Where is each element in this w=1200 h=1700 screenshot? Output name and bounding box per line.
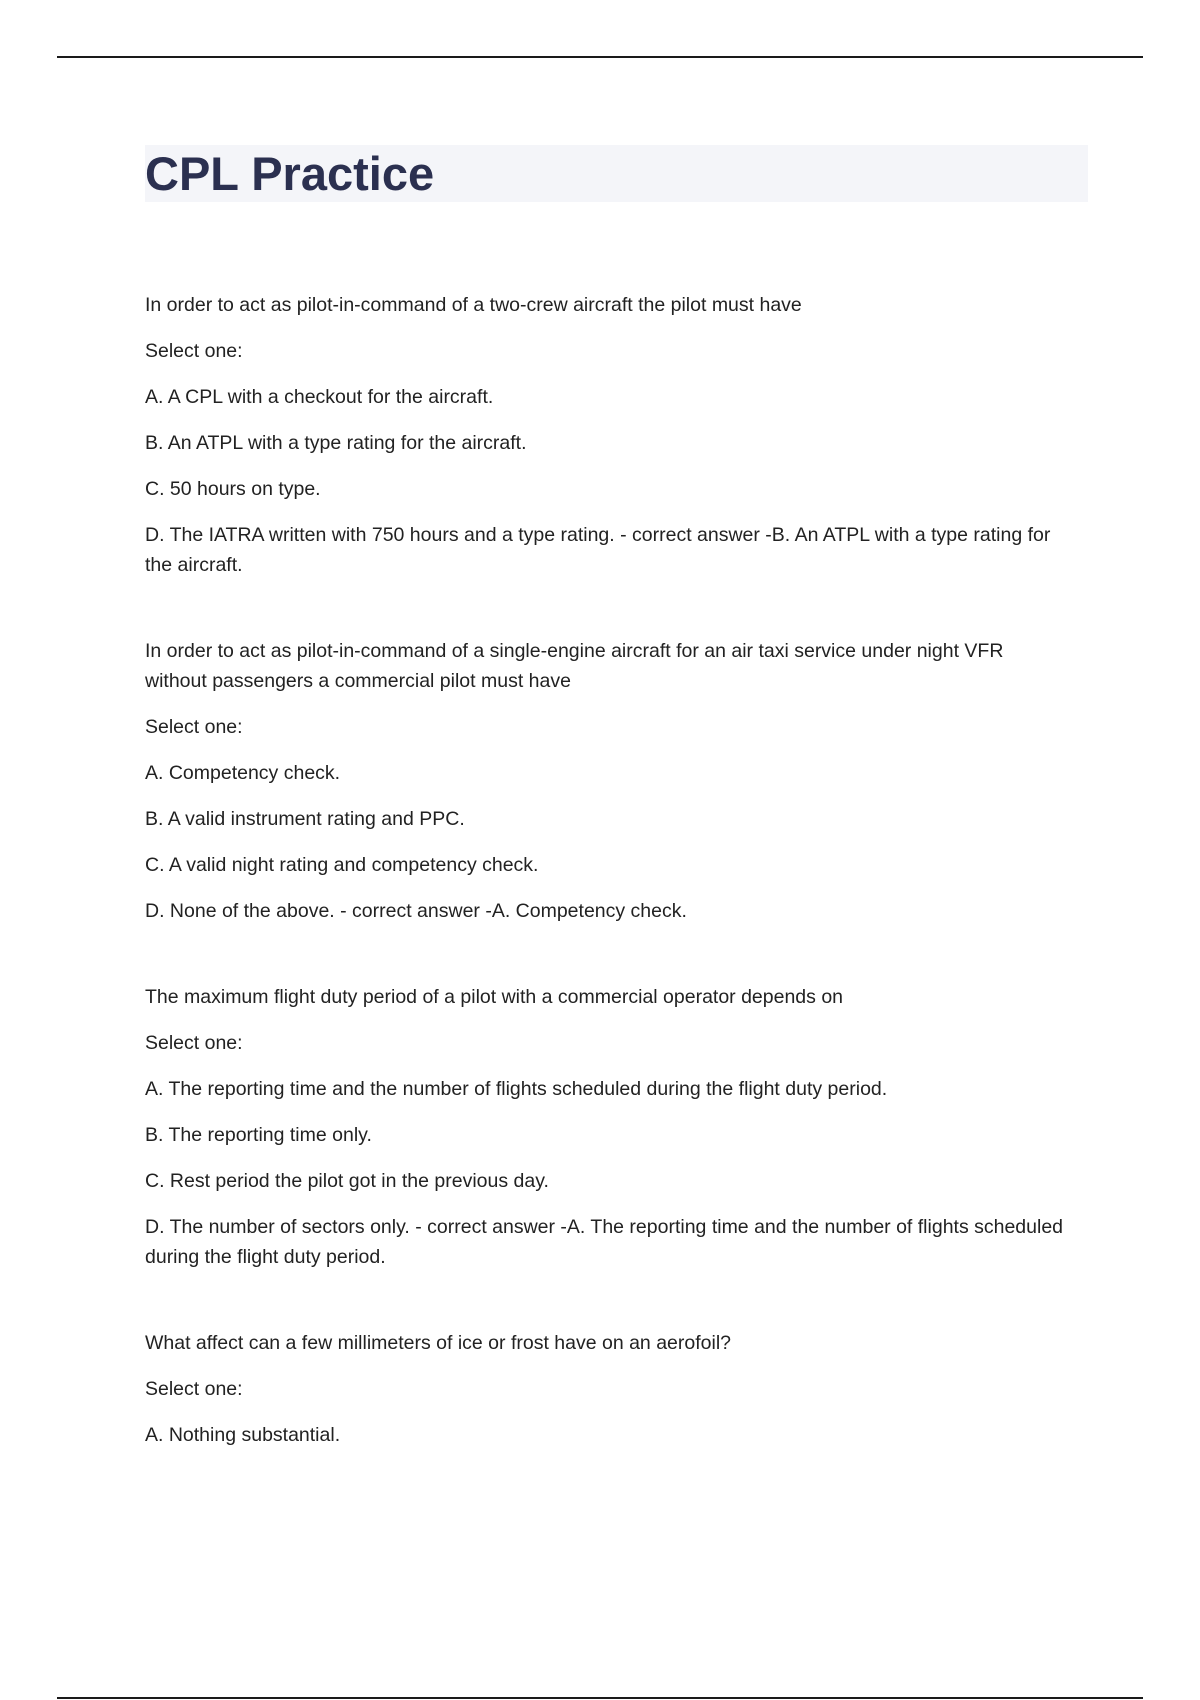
footer-rule bbox=[57, 1697, 1143, 1699]
question-block-4 bbox=[145, 1328, 1070, 1450]
answer-option-d: D. The number of sectors only. - correct answer -A. The reporting time and the number of flights scheduled during the flight duty period. bbox=[145, 1216, 1064, 1268]
question-block-3 bbox=[145, 982, 1070, 1272]
answer-option-b: B. A valid instrument rating and PPC. bbox=[145, 808, 465, 830]
select-instruction: Select one: bbox=[145, 1032, 243, 1054]
question-prompt: The maximum flight duty period of a pilot with a commercial operator depends on bbox=[145, 986, 844, 1008]
answer-option-c: C. 50 hours on type. bbox=[145, 478, 321, 500]
answer-option-b: B. The reporting time only. bbox=[145, 1124, 372, 1146]
header-rule bbox=[57, 56, 1143, 58]
select-instruction: Select one: bbox=[145, 340, 243, 362]
select-instruction: Select one: bbox=[145, 1378, 243, 1400]
answer-option-b: B. An ATPL with a type rating for the aircraft. bbox=[145, 432, 527, 454]
question-block-1 bbox=[145, 290, 1070, 580]
answer-option-d: D. None of the above. - correct answer -A. Competency check. bbox=[145, 900, 687, 922]
select-instruction: Select one: bbox=[145, 716, 243, 738]
answer-option-d: D. The IATRA written with 750 hours and a type rating. - correct answer -B. An ATPL with a type rating for the aircraft. bbox=[145, 524, 1051, 576]
answer-option-a: A. Competency check. bbox=[145, 762, 341, 784]
question-block-2 bbox=[145, 636, 1070, 926]
answer-option-c: C. Rest period the pilot got in the previous day. bbox=[145, 1170, 549, 1192]
answer-option-a: A. A CPL with a checkout for the aircraft. bbox=[145, 386, 494, 408]
question-prompt: What affect can a few millimeters of ice or frost have on an aerofoil? bbox=[145, 1332, 731, 1354]
question-prompt: In order to act as pilot-in-command of a two-crew aircraft the pilot must have bbox=[145, 294, 802, 316]
answer-option-c: C. A valid night rating and competency check. bbox=[145, 854, 539, 876]
answer-option-a: A. Nothing substantial. bbox=[145, 1424, 341, 1446]
document-title: CPL Practice bbox=[145, 147, 435, 200]
question-prompt: In order to act as pilot-in-command of a single-engine aircraft for an air taxi service under night VFR without passengers a commercial pilot must have bbox=[145, 640, 1004, 692]
question-list bbox=[145, 290, 1070, 1506]
answer-option-a: A. The reporting time and the number of flights scheduled during the flight duty period. bbox=[145, 1078, 888, 1100]
